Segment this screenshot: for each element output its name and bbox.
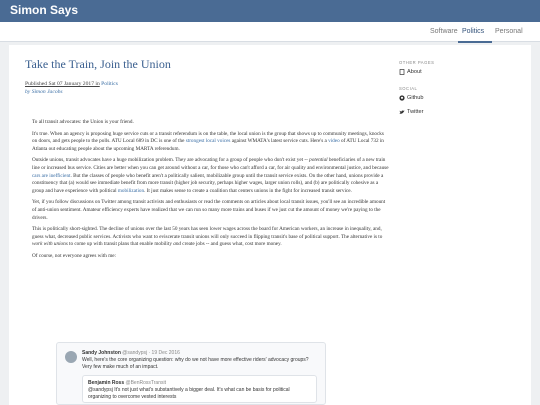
about-label: About — [407, 69, 422, 75]
paragraph-2: It's true. When an agency is proposing huge service cuts or a transit referendum is on the table, the local union is the group that shows up to community meetings, knocks on doors, and gets people to the polls. ATU Local 689 in DC is one of the strongest local voices against WMATA's latest service cuts. Here's a video of ATU Local 732 in Atlanta out educating people about the upcoming MARTA referendum. — [32, 130, 384, 152]
published-date: Published Sat 07 January 2017 in — [25, 81, 100, 87]
github-label: Github — [407, 95, 424, 101]
quoted-tweet-text: @sandypsj It's not just what's substantively a bigger deal. It's what can be basis for political organizing to overcome vested interests — [88, 387, 290, 400]
paragraph-5: This is politically short-sighted. The decline of unions over the last 50 years has seen lower wages across the board for American workers, an increase in inequality, and, guess what, decreased public services. Activists who want to eviscerate transit unions will only succeed in flipping transit's base of political support. The alternative is to work with unions to come up with transit plans that enable mobility and create jobs -- and guess what, cost more money. — [32, 226, 383, 248]
quoted-tweet[interactable] — [82, 375, 317, 403]
nav-bar — [0, 22, 540, 42]
site-brand[interactable]: Simon Says — [10, 3, 79, 17]
quoted-tweet-handle: @BenRossTransit — [125, 380, 166, 386]
tweet-meta: @sandypsj · 19 Dec 2016 — [122, 350, 180, 356]
twitter-icon — [399, 109, 405, 115]
quoted-tweet-header — [88, 380, 166, 386]
by-label: by — [25, 88, 31, 95]
paragraph-4: Yet, if you follow discussions on Twitter among transit activists and enthusiasts or read the comments on articles about local transit issues, you'll see an incredible amount of anti-union sentiment. Amateur efficiency experts have realized that we can run so many more trains and buses if we just cut the amount of money we're paying to the drivers. — [32, 199, 386, 221]
nav-software[interactable]: Software — [430, 28, 458, 35]
tweet-author[interactable]: Sandy Johnston — [82, 350, 121, 356]
tweet-header — [82, 350, 180, 356]
article-body — [32, 119, 389, 265]
social-heading: SOCIAL — [399, 86, 418, 91]
paragraph-1: To all transit advocates: the Union is your friend. — [32, 119, 134, 125]
github-icon — [399, 95, 405, 101]
paragraph-3: Outside unions, transit advocates have a huge mobilization problem. They are advocating for a group of people who don't exist yet -- potential beneficiaries of a new train line or increased bus service. Cities are better when you can get around without a car, for those who can't afford a car, for air quality and environmental justice, and because cars are inefficient. But the classes of people who benefit aren't a politically salient, mobilizable group until the transit service exists. On the other hand, unions provide a constituency that (a) would see immediate benefit from more transit (higher job security, perhaps higher wages, larger union rolls), and (b) are politically cohesive as a group and have experience with political mobilization. It just makes sense to create a coalition that centers unions in the fight for increased transit service. — [32, 157, 389, 194]
author-link[interactable]: Simon Jacobs — [31, 88, 63, 95]
twitter-label: Twitter — [407, 109, 424, 115]
cars-inefficient-link[interactable]: cars are inefficient — [32, 172, 71, 179]
twitter-link[interactable] — [399, 109, 519, 115]
about-link[interactable] — [399, 69, 519, 75]
article-meta — [25, 81, 118, 96]
strongest-local-voices-link[interactable]: strongest local voices — [185, 138, 231, 145]
top-bar — [0, 0, 540, 22]
mobilization-link[interactable]: mobilization — [117, 187, 145, 194]
github-link[interactable] — [399, 95, 519, 101]
sidebar — [399, 60, 519, 115]
nav-personal[interactable]: Personal — [495, 28, 523, 35]
avatar[interactable] — [65, 351, 77, 363]
nav-politics[interactable]: Politics — [462, 28, 485, 35]
content-page — [9, 45, 531, 405]
video-link[interactable]: video — [328, 138, 340, 145]
quoted-tweet-author[interactable]: Benjamin Ross — [88, 380, 125, 386]
file-icon — [399, 69, 405, 75]
other-pages-heading: OTHER PAGES — [399, 60, 435, 65]
category-link[interactable]: Politics — [101, 81, 118, 87]
embedded-tweet[interactable] — [56, 342, 326, 405]
article-title: Take the Train, Join the Union — [25, 57, 171, 71]
tweet-text: Well, here's the core organizing question: why do we not have more effective riders' advocacy groups? Very few make much of an impact. — [82, 357, 309, 370]
paragraph-6: Of course, not everyone agrees with me: — [32, 252, 116, 259]
active-nav-indicator — [458, 41, 492, 43]
